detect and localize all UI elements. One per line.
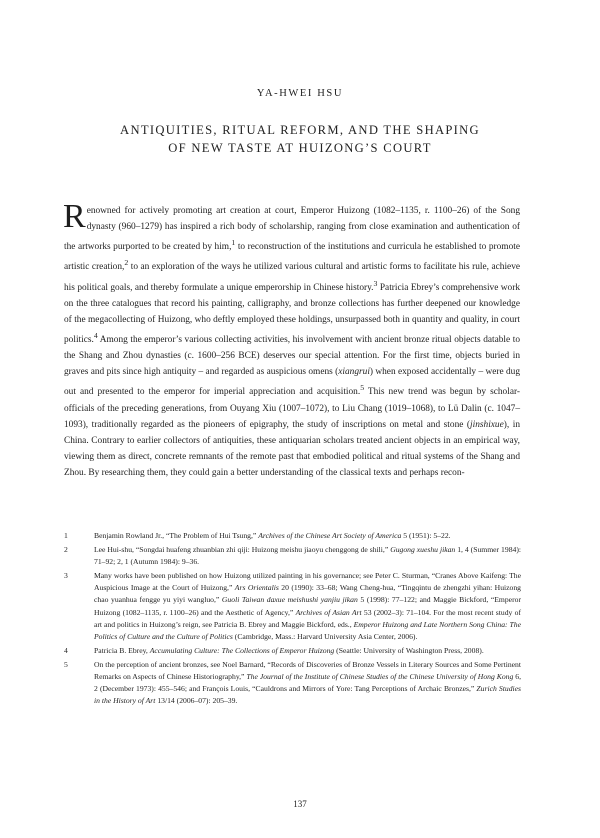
footnote-text: 20 (1990): 33–68; Wang Cheng-hua, “Tingqintu de zhengzhi yihan: Huizong chao yuanhua fengge yu yiyi wangluo,” [94,583,521,605]
footnote-ref[interactable]: 5 [360,383,365,393]
body-text: to reconstruction of the institutions and curricula he established to promote artistic creation, [64,242,520,273]
footnote [64,530,521,542]
footnote-ref[interactable]: 1 [231,238,236,248]
drop-cap: R [63,198,86,235]
footnote-text: On the perception of ancient bronzes, see Noel Barnard, “Records of Discoveries of Bronze Vessels in Literary Sources and Some Pertinent Remarks on Aspects of Chinese Historiography,” [94,659,521,682]
footnote-text: Many works have been published on how Huizong utilized painting in his governance; see Peter C. Sturman, “Cranes Above Kaifeng: The Auspicious Image at the Court of Huizong,” [94,571,521,593]
footnote-text: 5 (1998): 77–122; and Maggie Bickford, “Emperor Huizong (1082–1135, r. 1100–26) and the Aesthetic of Agency,” [94,595,521,617]
footnote-text: (Seattle: University of Washington Press, 2008). [334,645,484,655]
footnote-text: 1, 4 (Summer 1984): 71–92; 2, 1 (Autumn 1984): 9–36. [94,545,521,567]
footnote-citation-title: Archives of Asian Art [295,607,362,617]
footnote-text: (Cambridge, Mass.: Harvard University Asia Center, 2006). [232,631,418,641]
footnote-citation-title: Gugong xueshu jikan [390,545,456,555]
footnote [64,570,521,643]
title-line-2: OF NEW TASTE AT HUIZONG’S COURT [168,141,432,155]
footnote-text: Patricia B. Ebrey, [94,645,150,655]
footnote-number: 5 [64,659,68,669]
footnote-ref[interactable]: 4 [93,330,98,340]
footnote-text: 13/14 (2006–07): 205–39. [155,696,238,706]
page-number: 137 [293,799,307,809]
footnote-citation-title: Archives of the Chinese Art Society of America [258,531,402,540]
body-text: enowned for actively promoting art creation at court, Emperor Huizong (1082–1135, r. 1100–26) of the Song dynasty (960–1279) has inspired a rich body of scholarship, ranging from close examination and authentication of the artworks purported to be created by him, [64,206,520,253]
footnote-ref[interactable]: 3 [373,278,378,288]
footnote [64,544,521,568]
footnote-citation-title: Emperor Huizong and Late Northern Song China: The Politics of Culture and the Culture of Politics [94,619,521,641]
footnote-text: 53 (2002–3): 71–104. For the most recent study of art and politics in Huizong’s reign, see Patricia B. Ebrey and Maggie Bickford, eds., [94,607,521,629]
footnote [64,645,521,657]
footnote-text: Lee Hui-shu, “Songdai huafeng zhuanbian zhi qiji: Huizong meishu jiaoyu chenggong de shili,” [94,545,391,555]
body-text: Patricia Ebrey’s comprehensive work on the three catalogues that record his painting, calligraphy, and bronze collections has further deepened our knowledge of the megacollecting of Huizong, who deftly employed these holdings, unsurpassed both in quantity and quality, in court politics. [64,282,520,346]
footnote-number: 4 [64,645,68,655]
footnote-text: 6, 2 (December 1973): 455–546; and François Louis, “Cauldrons and Mirrors of Yore: Tang Perceptions of Archaic Bronzes,” [94,672,522,694]
footnotes [64,530,521,709]
footnote-citation-title: Zurich Studies in the History of Art [94,684,521,706]
footnote [64,659,521,707]
body-paragraph [63,198,521,481]
footnote-citation-title: Ars Orientalis [234,583,279,593]
body-text: ), in China. Contrary to earlier collectors of antiquities, these antiquarian scholars treated ancient objects in an empirical way, viewing them as direct, concrete remnants of the remote past that embodied political and ritual systems of the Shang and Zhou. By researching them, they could gain a better understanding of the classical texts and perhaps recon- [64,419,520,478]
footnote-citation-title: Accumulating Culture: The Collections of Emperor Huizong [149,645,335,655]
title-line-1: ANTIQUITIES, RITUAL REFORM, AND THE SHAPING [120,123,480,137]
footnote-ref[interactable]: 2 [124,258,129,268]
footnote-text: Benjamin Rowland Jr., “The Problem of Hui Tsung,” [94,531,259,540]
body-text: to an exploration of the ways he utilized various cultural and artistic forms to facilitate his rule, achieve his political goals, and thereby formulate a unique emperorship in Chinese history. [64,262,521,293]
italic-term: jinshixue [470,419,504,430]
italic-term: xiangrui [338,367,370,378]
footnote-citation-title: Guoli Taiwan daxue meishushi yanjiu jikan [221,595,358,605]
footnote-number: 3 [64,571,68,581]
footnote-citation-title: The Journal of the Institute of Chinese Studies of the Chinese University of Hong Kong [246,672,514,682]
footnote-number: 1 [64,531,68,540]
body-text: ) when exposed accidentally – were dug out and presented to the emperor for imperial appreciation and acquisition. [64,367,520,398]
author-name: YA-HWEI HSU [256,88,344,99]
article-title [0,121,600,157]
footnote-number: 2 [64,545,68,555]
footnote-text: 5 (1951): 5–22. [401,531,451,540]
body-text: Among the emperor’s various collecting activities, his involvement with ancient bronze ritual objects datable to the Shang and Zhou dynasties (c. 1600–256 BCE) deserves our special attention. For the first time, objects buried in graves and pits since high antiquity – and regarded as auspicious omens ( [64,335,520,378]
body-text: This new trend was begun by scholar-officials of the preceding generations, from Ouyang Xiu (1007–1072), to Liu Chang (1019–1068), to Lü Dalin (c. 1047–1093), traditionally regarded as the pioneers of epigraphy, the study of inscriptions on metal and stone ( [64,387,520,430]
